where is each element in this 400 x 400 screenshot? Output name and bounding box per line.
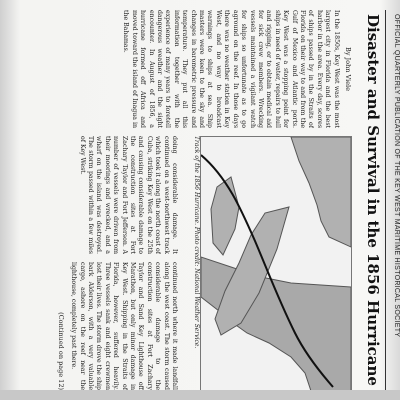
rotated-newsletter-page bbox=[20, 10, 400, 400]
column-3-text: continued north where it made landfall along the west coast. The storm caused considerable damage to the construction sites at Fort Zachary Taylor and Sand Key Lighthouse off Marathon, but only minor damage in Key West. Shipping in the Straits of Florida, however, suffered heavily. Three vessels sank and eight crewmen lost their lives. The storm drove the ship bark Alderson, with a very valuable cargo, ashore on the reef near the lighthouse, completely past there. bbox=[70, 262, 178, 390]
map-caption: Track of the 1856 Hurricane. Photo credit: National Weather Service. bbox=[193, 136, 200, 349]
byline: By John Viele bbox=[344, 47, 352, 91]
article-column-1 bbox=[30, 10, 352, 128]
article-column-2 bbox=[30, 136, 178, 254]
masthead: OFFICIAL QUARTERLY PUBLICATION OF THE KEY WEST MARITIME HISTORICAL SOCIETY bbox=[385, 10, 400, 394]
continued-note: (Continued on page 12) bbox=[56, 312, 65, 390]
map-graphic bbox=[201, 137, 351, 391]
scan-edge-shadow bbox=[0, 390, 400, 400]
article-headline: Disaster and Survival in the 1856 Hurricane bbox=[364, 14, 382, 386]
article-column-3 bbox=[30, 262, 178, 390]
column-2-text: doing considerable damage. It continued on a west-northwest track which took it along the north coast of Cuba, striking Key West on the 25th and causing considerable damage to the construction sites at Fort Zachary Taylor and Fort Jefferson. A number of vessels were driven from their moorings and wrecked, and a wharf on the island was destroyed. The storm passed within a few miles of Key West. bbox=[78, 136, 178, 254]
column-1-text: In the 1850s, Key West was the most largest city in Florida and the best harbor in the area. Every day, scores of ships passed by in the Straits of Florida on their way to and from the Gulf of Mexico and Atlantic ports. Key West was a stopping point for ships in need of water, repairs to hull and rigging, or to obtain medical aid for sick crew members. Wrecking vessels maintained a vigilant watch for ships so unfortunate as to go aground on the reef. In those days there was no weather station in Key West, and no way to broadcast warnings to ships at sea. Ship masters were keen to the sky and changes in barometric pressure and temperature. They put all this information together with the experience of many years to foretell dangerous weather and the sight encounter. In August of 1856, a hurricane formed off Africa and moved toward the island of Inagua in the Bahamas. bbox=[122, 10, 340, 128]
hurricane-track-map bbox=[200, 136, 352, 392]
